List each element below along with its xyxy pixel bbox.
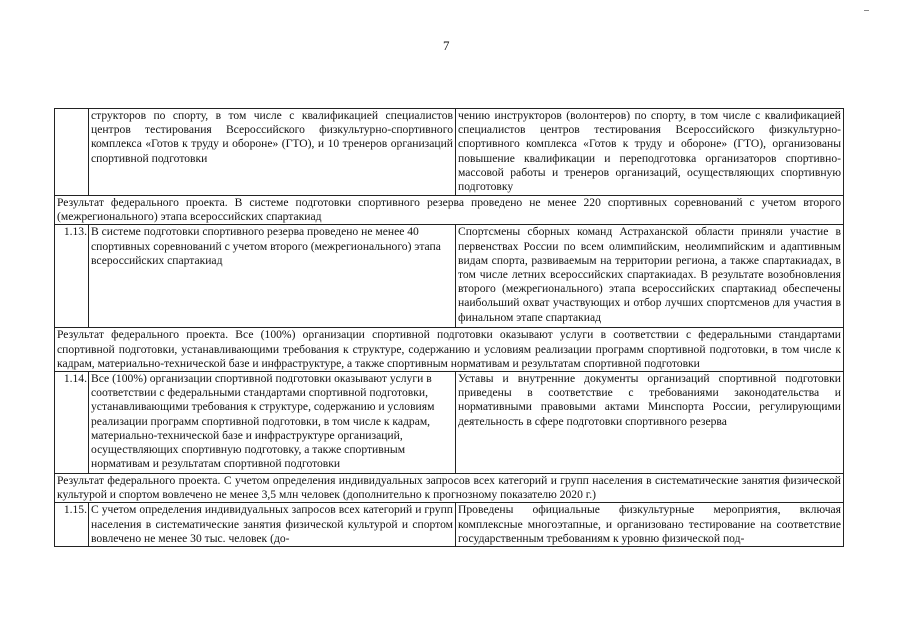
outcome-cell: Проведены официальные физкультурные мероприятия, включая комплексные многоэтапные, и организовано тестирование на соответствие государственным требованиям к уровню физической под- [456,503,844,547]
outcome-cell: Уставы и внутренние документы организаций спортивной подготовки приведены в соответствие с требованиями законодательства и нормативными правовыми актами Минспорта России, регулирующими деятельность в сфере подготовки спортивного резерва [456,372,844,474]
result-row [55,328,844,372]
measure-cell: структоров по спорту, в том числе с квалификацией специалистов центров тестирования Всероссийского физкультурно-спортивного комплекса «Готов к труду и обороне» (ГТО), и 10 тренеров организаций спортивной подготовки [89,109,456,196]
scan-mark [864,10,869,11]
federal-result-text: Результат федерального проекта. С учетом определения индивидуальных запросов всех категорий и групп населения в систематические занятия физической культурой и спортом вовлечено не менее 3,5 млн человек (дополнительно к прогнозному показателю 2020 г.) [55,474,844,503]
outcome-cell: чению инструкторов (волонтеров) по спорту, в том числе с квалификацией специалистов центров тестирования Всероссийского физкультурно-спортивного комплекса «Готов к труду и обороне» (ГТО), организованы повышение квалификации и переподготовка организаторов спортивно-массовой работы и тренеров организаций, осуществляющих спортивную подготовку [456,109,844,196]
result-row [55,474,844,503]
row-number: 1.14. [55,372,89,474]
federal-result-text: Результат федерального проекта. В системе подготовки спортивного резерва проведено не менее 220 спортивных соревнований с учетом второго (межрегионального) этапа всероссийских спартакиад [55,196,844,225]
table-row [55,503,844,547]
measure-cell: Все (100%) организации спортивной подготовки оказывают услуги в соответствии с федеральными стандартами спортивной подготовки, устанавливающими требования к структуре, содержанию и условиям реализации программ спортивной подготовки, в том числе к кадрам, материально-технической базе и инфраструктуре организаций, осуществляющих спортивную подготовку, а также спортивным нормативам и результатам спортивной подготовки [89,372,456,474]
table-row [55,372,844,474]
table-row [55,109,844,196]
report-table [54,108,844,547]
table-row [55,225,844,328]
measure-cell: В системе подготовки спортивного резерва проведено не менее 40 спортивных соревнований с учетом второго (межрегионального) этапа всероссийских спартакиад [89,225,456,328]
row-number: 1.15. [55,503,89,547]
measure-cell: С учетом определения индивидуальных запросов всех категорий и групп населения в систематические занятия физической культурой и спортом вовлечено не менее 30 тыс. человек (до- [89,503,456,547]
result-row [55,196,844,225]
federal-result-text: Результат федерального проекта. Все (100%) организации спортивной подготовки оказывают услуги в соответствии с федеральными стандартами спортивной подготовки, устанавливающими требования к структуре, содержанию и условиям реализации программ спортивной подготовки, в том числе к кадрам, материально-технической базе и инфраструктуре, а также спортивным нормативам и результатам спортивной подготовки [55,328,844,372]
row-number: 1.13. [55,225,89,328]
row-number [55,109,89,196]
page-number: 7 [443,38,450,53]
outcome-cell: Спортсмены сборных команд Астраханской области приняли участие в первенствах России по всем олимпийским, неолимпийским и адаптивным видам спорта, развиваемым на территории региона, а также спартакиадах, в том числе летних всероссийских спартакиадах. В результате возобновления второго (межрегионального) этапа всероссийских спартакиад обеспечены наибольший охват участвующих и отбор лучших спортсменов для участия в финальном этапе спартакиад [456,225,844,328]
